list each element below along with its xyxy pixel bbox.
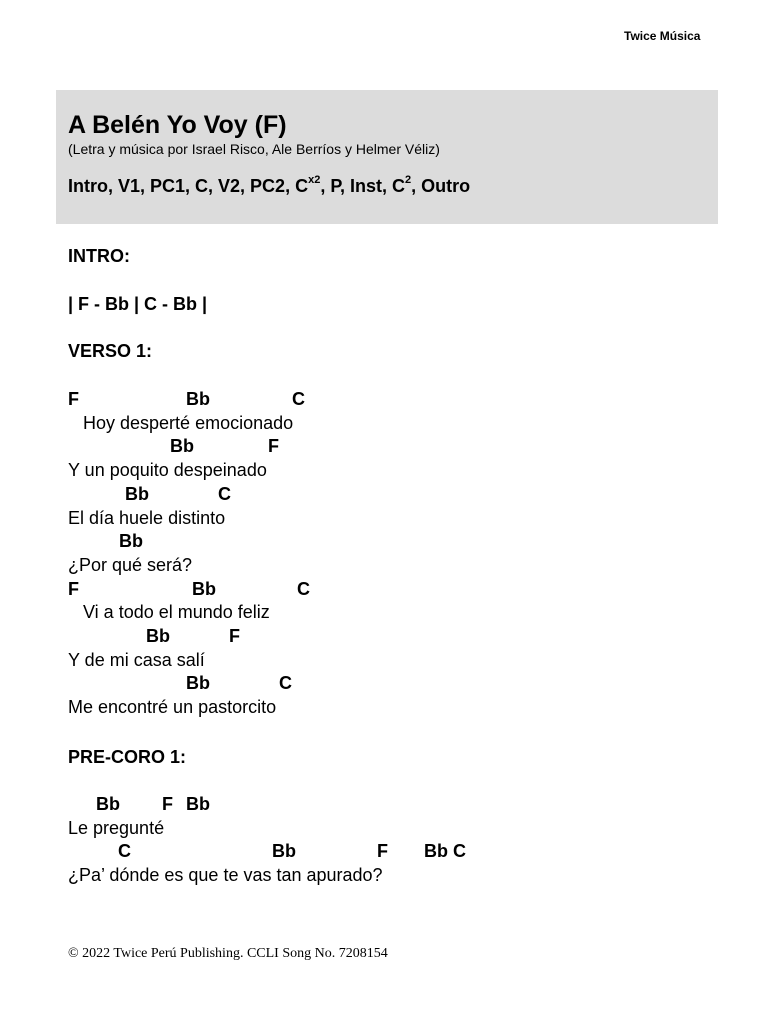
verse-1-lyric-line: Y de mi casa salí (68, 649, 205, 670)
song-title: A Belén Yo Voy (F) (68, 111, 287, 139)
verse-1-chord: F (229, 626, 240, 646)
pre-coro-1-chord: Bb (96, 794, 120, 814)
verse-1-chord: F (68, 389, 79, 409)
publisher-label: Twice Música (624, 29, 701, 43)
verse-1-lyric-line: Me encontré un pastorcito (68, 697, 277, 718)
pre-coro-1-chord: F (162, 794, 173, 814)
pre-coro-1-lyric-line: ¿Pa’ dónde es que te vas tan apurado? (68, 865, 383, 886)
pre-coro-1-chord: C (118, 841, 131, 862)
verse-1-chord: C (297, 578, 310, 599)
verse-1-lyric-line: Y un poquito despeinado (68, 460, 267, 481)
verse-1-chord: Bb (186, 389, 210, 409)
song-structure (68, 174, 470, 198)
verse-1-lyric-line: Vi a todo el mundo feliz (68, 602, 270, 623)
verse-1-lyric-line: Hoy desperté emocionado (68, 412, 294, 433)
intro-heading: INTRO: (68, 246, 130, 266)
verse-1-chord: Bb (170, 436, 194, 457)
verse-1-lyric-line: El día huele distinto (68, 507, 226, 528)
structure-part-2: , P, Inst, C (320, 176, 406, 196)
verse-1-chord: Bb (119, 531, 143, 552)
verse-1-chord: C (292, 389, 305, 409)
verse-1-lyric-line: ¿Por qué será? (68, 554, 193, 575)
verse-1-chord: Bb (125, 483, 149, 504)
verse-1-chord: F (68, 578, 79, 599)
intro-progression: | F - Bb | C - Bb | (68, 294, 208, 314)
structure-superscript-1: x2 (308, 174, 321, 186)
verse-1-chord: Bb (192, 578, 216, 599)
song-credits: (Letra y música por Israel Risco, Ale Berríos y Helmer Véliz) (68, 141, 440, 157)
pre-coro-1-chord: Bb (272, 841, 296, 862)
verse-1-chord: C (279, 673, 292, 694)
verse-1-chord: Bb (186, 673, 210, 694)
copyright-footer: © 2022 Twice Perú Publishing. CCLI Song No. 7208154 (68, 946, 388, 961)
pre-coro-1-chord: Bb C (424, 841, 466, 862)
pre-coro-1-chord: F (377, 841, 388, 862)
verse-1-chord: Bb (146, 626, 170, 646)
verse-1-chord: F (268, 436, 279, 457)
structure-part-3: , Outro (411, 176, 471, 196)
verse-1-heading: VERSO 1: (68, 341, 153, 361)
verse-1-chord: C (218, 483, 231, 504)
structure-part-1: Intro, V1, PC1, C, V2, PC2, C (68, 176, 309, 196)
pre-coro-1-lyric-line: Le pregunté (68, 817, 165, 838)
pre-coro-1-chord: Bb (186, 794, 210, 814)
structure-superscript-2: 2 (405, 174, 412, 186)
pre-coro-1-heading: PRE-CORO 1: (68, 747, 187, 767)
